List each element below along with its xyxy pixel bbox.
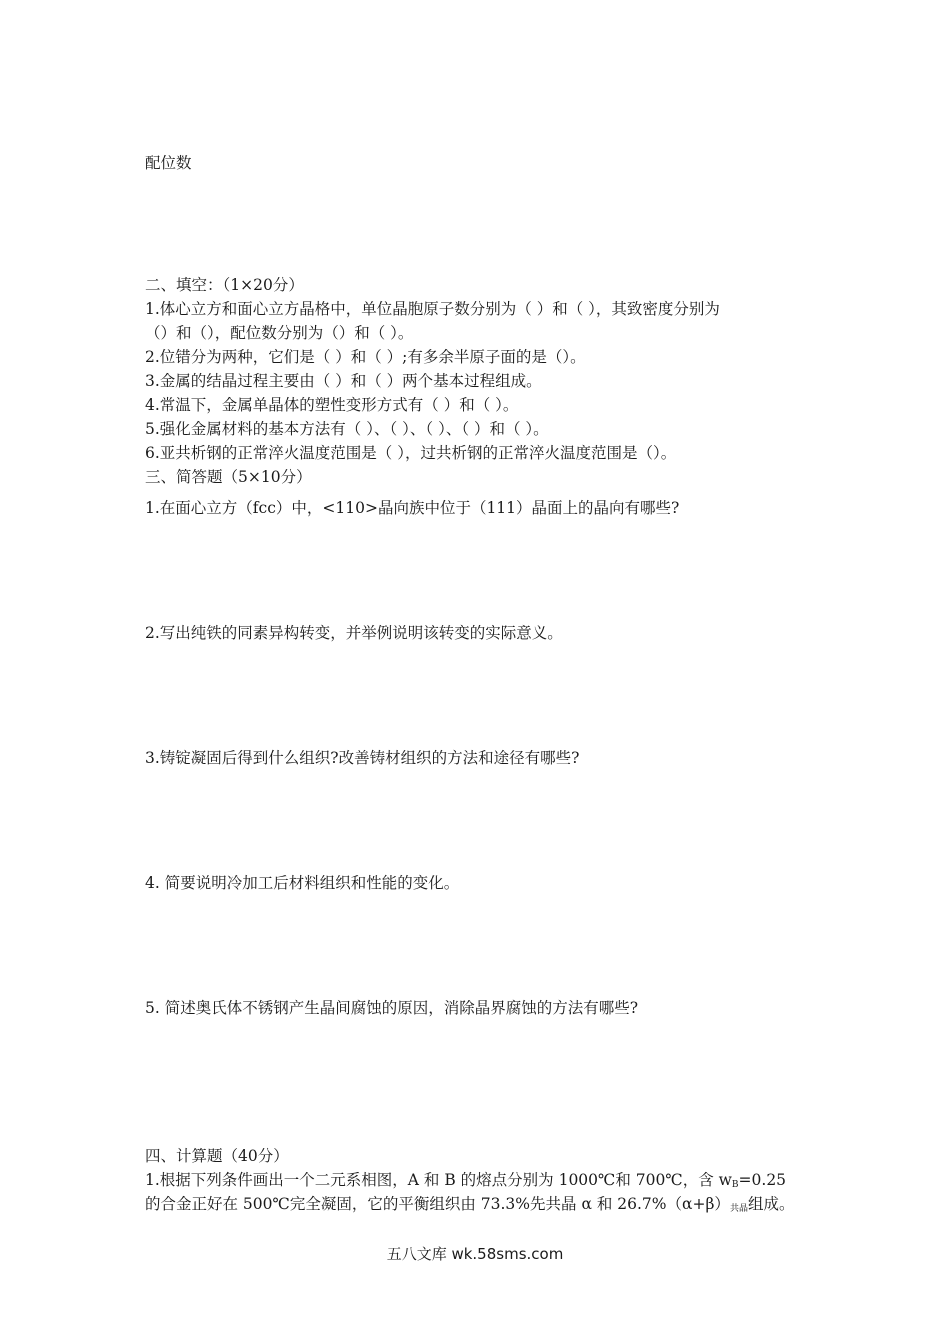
fill-blank-q1-line1: 1.体心立方和面心立方晶格中，单位晶胞原子数分别为（ ）和（ ），其致密度分别为 [145,300,720,318]
subscript-b: B [731,1180,739,1190]
short-answer-q5: 5. 简述奥氏体不锈钢产生晶间腐蚀的原因，消除晶界腐蚀的方法有哪些? [145,999,639,1017]
coordination-number-term: 配位数 [145,154,192,172]
calc-q1-line1-value: =0.25 [738,1171,787,1189]
calculation-heading: 四、计算题（40分） [145,1147,289,1165]
footer-watermark: 五八文库 wk.58sms.com [386,1245,564,1263]
fill-blank-q2: 2.位错分为两种，它们是（ ）和（ ）;有多余半原子面的是（）。 [145,348,586,366]
fill-blank-heading: 二、填空：（1×20分） [145,276,304,294]
fill-blank-q3: 3.金属的结晶过程主要由（ ）和（ ）两个基本过程组成。 [145,372,542,390]
fill-blank-q6: 6.亚共析钢的正常淬火温度范围是（ ），过共析钢的正常淬火温度范围是（）。 [145,444,677,462]
fill-blank-q4: 4.常温下，金属单晶体的塑性变形方式有（ ）和（ ）。 [145,396,519,414]
calculation-q1-line1 [145,1169,825,1196]
short-answer-heading: 三、简答题（5×10分） [145,468,312,486]
short-answer-q1: 1.在面心立方（fcc）中，<110>晶向族中位于（111）晶面上的晶向有哪些? [145,499,680,517]
short-answer-q3: 3.铸锭凝固后得到什么组织?改善铸材组织的方法和途径有哪些? [145,749,580,767]
fill-blank-q5: 5.强化金属材料的基本方法有（ ）、（ ）、（ ）、（ ）和（ ）。 [145,420,549,438]
short-answer-q2: 2.写出纯铁的同素异构转变，并举例说明该转变的实际意义。 [145,624,563,642]
short-answer-q4: 4. 简要说明冷加工后材料组织和性能的变化。 [145,874,460,892]
calc-q1-line2-end: 组成。 [747,1195,795,1213]
fill-blank-q1-line2: （）和（），配位数分别为（）和（ ）。 [145,324,414,342]
calc-q1-line2-text: 的合金正好在 500℃完全凝固，它的平衡组织由 73.3%先共晶 α 和 26.7%（α+β） [145,1195,730,1213]
subscript-eutectic: 共晶 [729,1204,748,1214]
calculation-q1-line2 [145,1193,825,1220]
calc-q1-line1-text: 1.根据下列条件画出一个二元系相图，A 和 B 的熔点分别为 1000℃和 700℃，含 w [145,1171,732,1189]
